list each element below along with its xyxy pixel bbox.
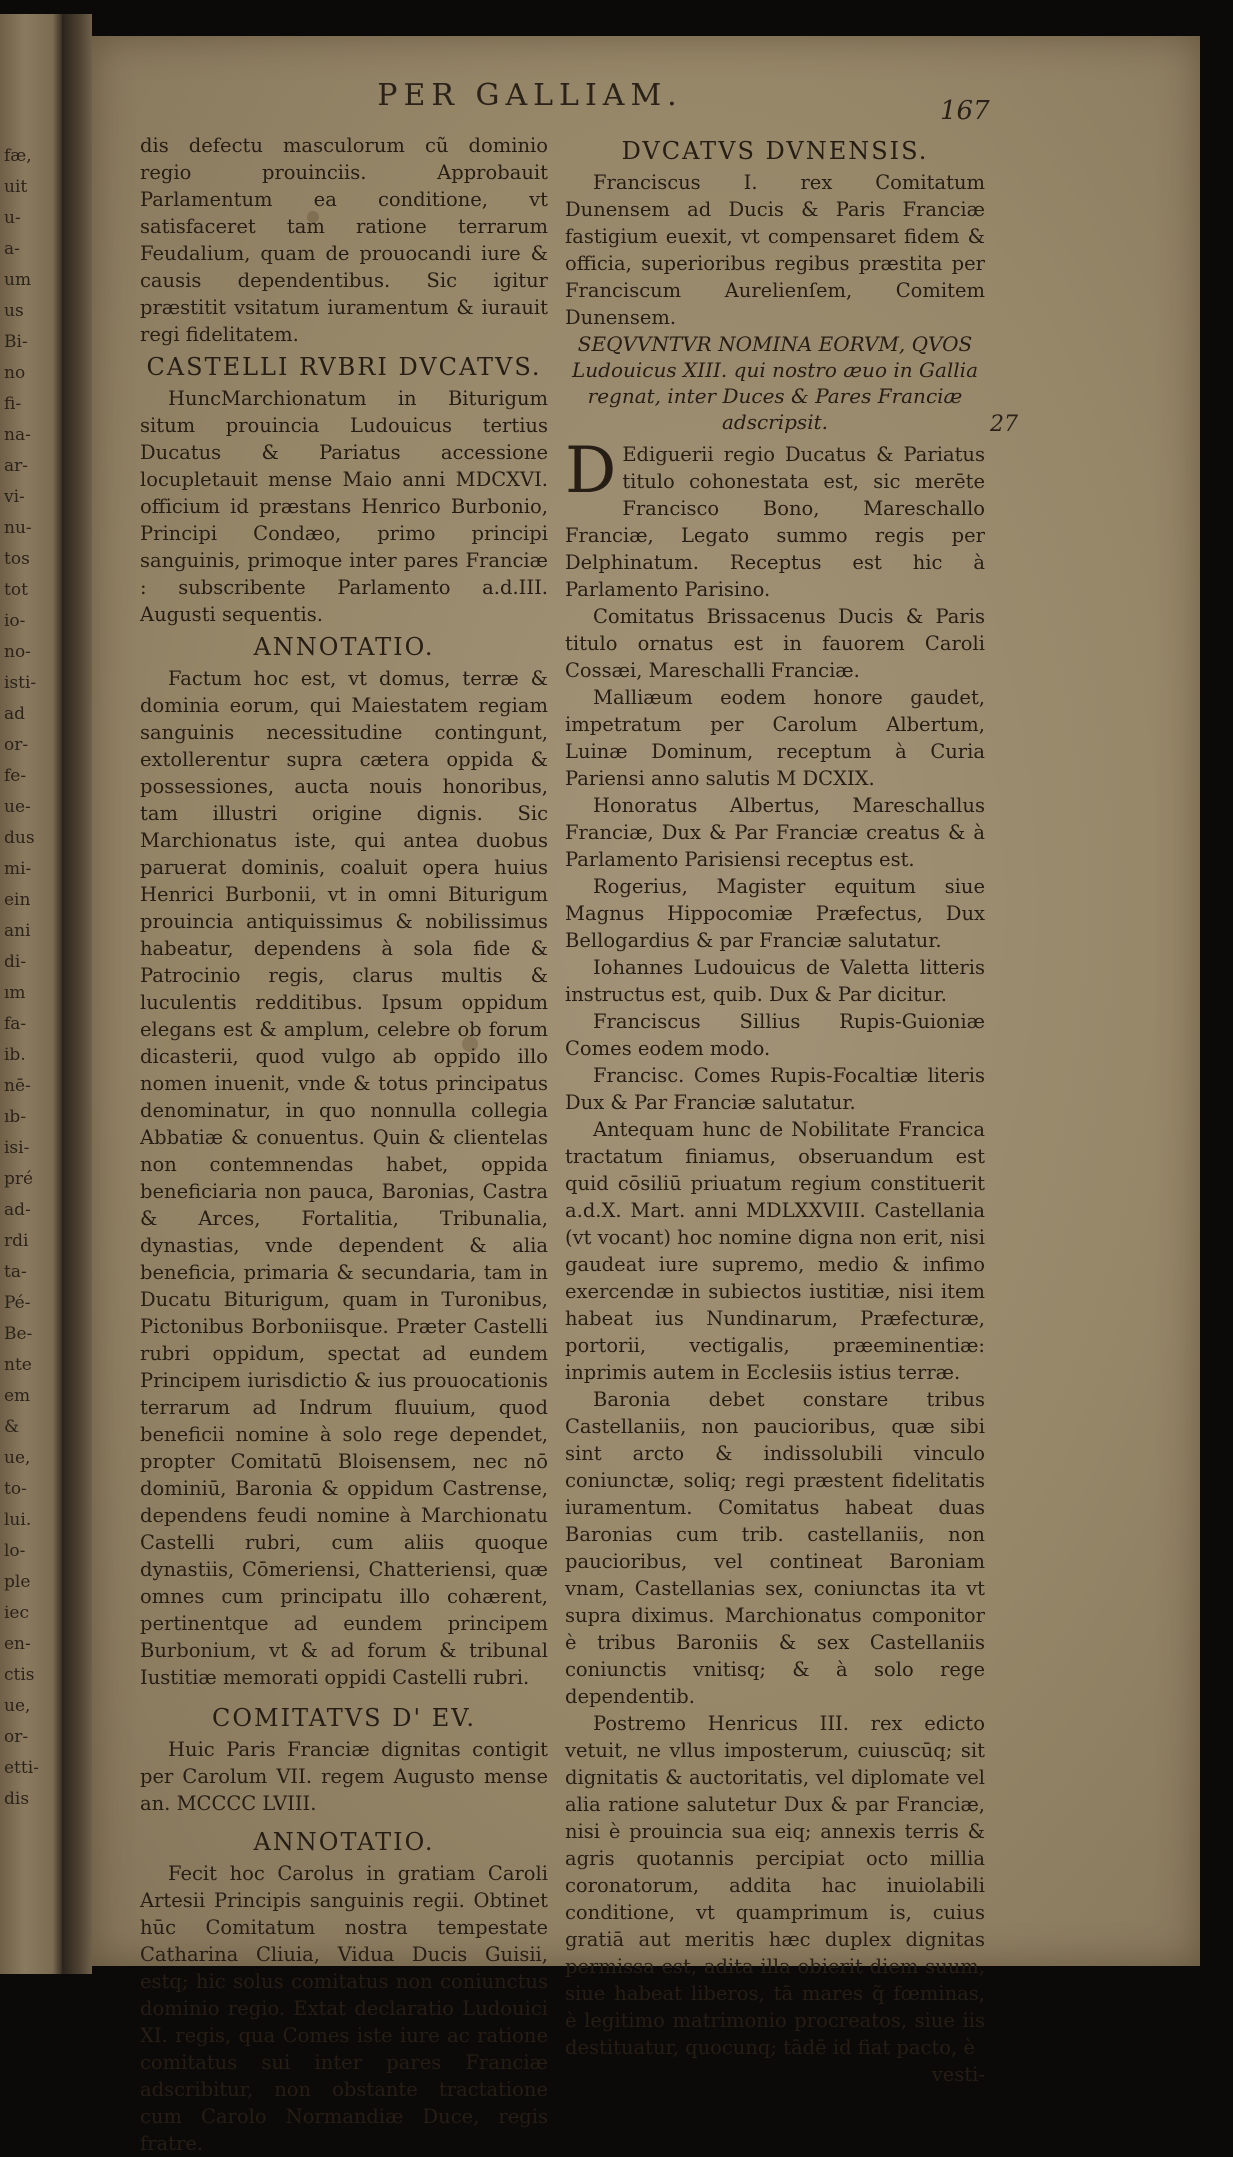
facing-page-fragment: ıb- xyxy=(4,1107,27,1127)
paragraph: Malliæum eodem honore gaudet, impetratum per Carolum Albertum, Luinæ Dominum, receptum à Curia Pariensi anno salutis M DCXIX. xyxy=(565,686,985,790)
paragraph: Ediguerii regio Ducatus & Pariatus titulo cohonestata est, sic merēte Francisco Bono, Mareschallo Franciæ, Legato summo regis per Delphinatum. Receptus est hic à Parlamento Parisino. xyxy=(565,443,985,601)
facing-page-fragment: ue- xyxy=(4,797,31,817)
paragraph: Comitatus Brissacenus Ducis & Paris titulo ornatus est in fauorem Caroli Cossæi, Mareschalli Franciæ. xyxy=(565,605,985,682)
facing-page-fragment: nē- xyxy=(4,1076,31,1096)
facing-page-fragment: fa- xyxy=(4,1014,27,1034)
facing-page-fragment: Bi- xyxy=(4,332,28,352)
section-heading: CASTELLI RVBRI DVCATVS. xyxy=(146,353,542,381)
running-head: PER GALLIAM. xyxy=(377,78,683,113)
facing-page-fragment: ib. xyxy=(4,1045,26,1065)
section-heading: COMITATVS D' EV. xyxy=(212,1704,476,1732)
facing-page-fragment: ple xyxy=(4,1572,31,1592)
paragraph: Francisc. Comes Rupis-Focaltiæ literis Dux & Par Franciæ salutatur. xyxy=(565,1064,985,1114)
facing-page-fragment: lui. xyxy=(4,1510,32,1530)
list-subheading: Ludouicus XIII. qui nostro æuo in Gallia regnat, inter Duces & Pares Franciæ adscripsit. xyxy=(572,358,978,434)
paragraph: Fecit hoc Carolus in gratiam Caroli Artesii Principis sanguinis regii. Obtinet hūc Comitatum nostra tempestate Catharina Cliuia, Vidua Ducis Guisii, estq; hic solus comitatus non coniunctus dominio regio. Extat declaratio Ludouici XI. regis, qua Comes iste iure ac ratione comitatus sui inter pares Franciæ adscribitur, non obstante tractatione cum Carolo Normandiæ Duce, regis fratre. xyxy=(140,1862,548,2155)
paragraph: Baronia debet constare tribus Castellaniis, non paucioribus, quæ sibi sint arcto & indissolubili vinculo coniunctæ, soliq; regi præstent fidelitatis iuramentum. Comitatus habeat duas Baronias cum trib. castellaniis, non paucioribus, vel contineat Baroniam vnam, Castellanias sex, coniunctas ita vt supra diximus. Marchionatus componitor è tribus Baroniis & sex Castellaniis coniunctis vnitisq; & à solo rege dependentib. xyxy=(565,1388,985,1708)
facing-page-fragment: tot xyxy=(4,580,28,600)
facing-page-fragment: em xyxy=(4,1386,31,1406)
facing-page-fragment: to- xyxy=(4,1479,27,1499)
facing-page-fragment: nu- xyxy=(4,518,32,538)
facing-page-fragment: lo- xyxy=(4,1541,26,1561)
section-heading: ANNOTATIO. xyxy=(253,633,435,661)
facing-page-fragment: io- xyxy=(4,611,26,631)
facing-page-edge xyxy=(0,14,62,1974)
facing-page-fragment: or- xyxy=(4,735,29,755)
drop-cap: D xyxy=(565,434,617,508)
facing-page-fragment: fi- xyxy=(4,394,22,414)
paragraph: Factum hoc est, vt domus, terræ & dominia eorum, qui Maiestatem regiam sanguinis necessitudine contingunt, extollerentur supra cætera oppida & possessiones, aucta nouis honoribus, tam illustri origine dignis. Sic Marchionatus iste, qui antea duobus paruerat dominis, coaluit opera huius Henrici Burbonii, vt in omni Biturigum prouincia antiquissimus & nobilissimus habeatur, dependens à sola fide & Patrocinio regis, clarus multis & luculentis redditibus. Ipsum oppidum elegans est & amplum, celebre ob forum dicasterii, quod vulgo ab oppido illo nomen inuenit, vnde & totus principatus denominatur, in quo nonnulla collegia Abbatiæ & conuentus. Quin & clientelas non contemnendas habet, oppida beneficiaria non pauca, Baronias, Castra & Arces, Fortalitia, Tribunalia, dynastias, vnde dependent & alia beneficia, primaria & secundaria, tam in Ducatu Biturigum, quam in Turonibus, Pictonibus Borboniisque. Præter Castelli rubri oppidum, spectat ad eundem Principem iurisdictio & ius prouocationis terrarum ad Indrum fluuium, quod beneficii nomine à solo rege dependet, propter Comitatū Bloisensem, nec nō dominiū, Baronia & oppidum Castrense, dependens feudi nomine à Marchionatu Castelli rubri, cum aliis quoque dynastiis, Cōmeriensi, Chatteriensi, quæ omnes cum principatu illo cohærent, pertinentque ad eundem principem Burbonium, vt & ad forum & tribunal Iustitiæ memorati oppidi Castelli rubri. xyxy=(140,667,548,1689)
paragraph: Rogerius, Magister equitum siue Magnus Hippocomiæ Præfectus, Dux Bellogardius & par Franciæ salutatur. xyxy=(565,875,985,952)
facing-page-fragment: no xyxy=(4,363,26,383)
facing-page-fragment: iec xyxy=(4,1603,30,1623)
facing-page-fragment: etti- xyxy=(4,1758,39,1778)
list-heading: SEQVVNTVR NOMINA EORVM, QVOS xyxy=(577,332,973,356)
facing-page-fragment: vi- xyxy=(4,487,25,507)
facing-page-fragment: mi- xyxy=(4,859,32,879)
facing-page-fragment: ani xyxy=(4,921,31,941)
facing-page-fragment: Be- xyxy=(4,1324,33,1344)
facing-page-fragment: no- xyxy=(4,642,31,662)
paragraph: Franciscus I. rex Comitatum Dunensem ad Ducis & Paris Franciæ fastigium euexit, vt compensaret fidem & officia, superioribus regibus præstita per Franciscum Aurelienſem, Comitem Dunensem. xyxy=(565,171,985,329)
facing-page-fragment: ta- xyxy=(4,1262,27,1282)
paragraph: Antequam hunc de Nobilitate Francica tractatum finiamus, obseruandum est quid cōsiliū priuatum regium constituerit a.d.X. Mart. anni MDLXXVIII. Castellania (vt vocant) hoc nomine digna non erit, nisi gaudeat iure supremo, medio & infimo exercendæ in subiectos iustitiæ, nisi item habeat ius Nundinarum, Præfecturæ, portorii, vectigalis, præeminentiæ: inprimis autem in Ecclesiis istius terræ. xyxy=(565,1118,985,1384)
facing-page-fragment: uit xyxy=(4,177,28,197)
right-column xyxy=(565,132,985,2088)
facing-page-fragment: us xyxy=(4,301,24,321)
facing-page-fragment: fæ, xyxy=(4,146,32,166)
facing-page-fragment: tos xyxy=(4,549,30,569)
facing-page-fragment: pré xyxy=(4,1169,34,1189)
facing-page-fragment: ad- xyxy=(4,1200,31,1220)
facing-page-fragment: nte xyxy=(4,1355,32,1375)
facing-page-fragment: ue, xyxy=(4,1696,31,1716)
paragraph: Honoratus Albertus, Mareschallus Franciæ, Dux & Par Franciæ creatus & à Parlamento Parisiensi receptus est. xyxy=(565,794,985,871)
paragraph: Franciscus Sillius Rupis-Guioniæ Comes eodem modo. xyxy=(565,1010,985,1060)
facing-page-fragment: dis xyxy=(4,1789,30,1809)
facing-page-fragment: na- xyxy=(4,425,31,445)
paragraph: HuncMarchionatum in Biturigum situm prouincia Ludouicus tertius Ducatus & Pariatus accessione locupletauit mense Maio anni MDCXVI. officium id præstans Henrico Burbonio, Principi Condæo, primo principi sanguinis, primoque inter pares Franciæ : subscribente Parlamento a.d.III. Augusti sequentis. xyxy=(140,387,548,626)
facing-page-fragment: a- xyxy=(4,239,20,259)
facing-page-fragment: en- xyxy=(4,1634,31,1654)
facing-page-fragment: ad xyxy=(4,704,26,724)
facing-page-fragment: dus xyxy=(4,828,35,848)
paragraph: Iohannes Ludouicus de Valetta litteris instructus est, quib. Dux & Par dicitur. xyxy=(565,956,985,1006)
paragraph: Huic Paris Franciæ dignitas contigit per Carolum VII. regem Augusto mense an. MCCCC LVIII. xyxy=(140,1738,548,1815)
margin-note: 27 xyxy=(990,412,1018,437)
facing-page-fragment: isti- xyxy=(4,673,37,693)
facing-page-fragment: ue, xyxy=(4,1448,31,1468)
facing-page-fragment: u- xyxy=(4,208,21,228)
section-heading: ANNOTATIO. xyxy=(253,1828,435,1856)
facing-page-fragment: fe- xyxy=(4,766,27,786)
facing-page-fragment: di- xyxy=(4,952,27,972)
book-gutter xyxy=(62,14,92,1974)
facing-page-fragment: um xyxy=(4,270,32,290)
catchword: vesti- xyxy=(931,2063,985,2086)
facing-page-fragment: or- xyxy=(4,1727,29,1747)
facing-page-fragment: ar- xyxy=(4,456,29,476)
facing-page-fragment: ım xyxy=(4,983,26,1003)
left-column xyxy=(140,132,548,2157)
facing-page-fragment: rdi xyxy=(4,1231,29,1251)
section-heading: DVCATVS DVNENSIS. xyxy=(621,137,929,165)
facing-page-fragment: & xyxy=(4,1417,20,1437)
facing-page-fragment: ein xyxy=(4,890,31,910)
facing-page-fragment: ctis xyxy=(4,1665,35,1685)
paragraph: Postremo Henricus III. rex edicto vetuit, ne vllus imposterum, cuiuscūq; sit dignitatis & auctoritatis, vel diplomate vel alia ratione salutetur Dux & par Franciæ, nisi è prouincia sua eiq; annexis terris & agris quotannis percipiat octo millia coronatorum, addita hac inuiolabili conditione, vt quamprimum is, cuius gratiā aut meritis hæc duplex dignitas permissa est, adita illa obierit diem suum, siue habeat liberos, tā mares q̃ fœminas, è legitimo matrimonio procreatos, siue iis destituatur, quocunq; tādē id fiat pacto, è xyxy=(565,1712,985,2059)
facing-page-fragment: isi- xyxy=(4,1138,30,1158)
paragraph: dis defectu masculorum cũ dominio regio prouinciis. Approbauit Parlamentum ea conditione, vt satisfaceret tam ratione terrarum Feudalium, quam de prouocandi iure & causis dependentibus. Sic igitur præstitit vsitatum iuramentum & iurauit regi fidelitatem. xyxy=(140,134,548,346)
page-number: 167 xyxy=(940,96,990,126)
facing-page-fragment: Pé- xyxy=(4,1293,31,1313)
